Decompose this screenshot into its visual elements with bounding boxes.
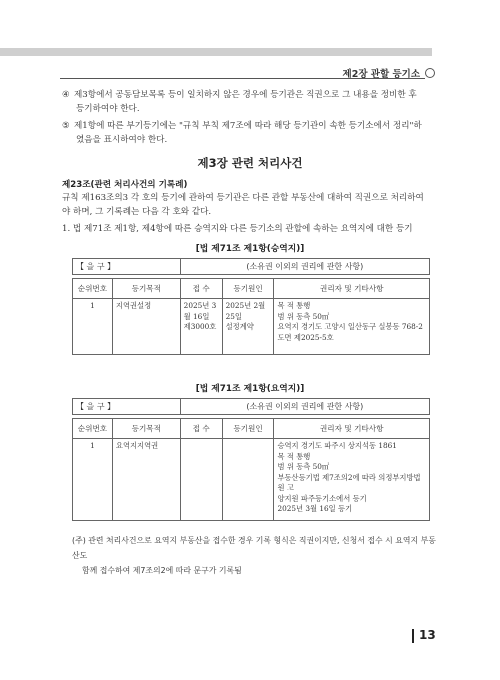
register-section-label: 【 을 구 】 [73,399,181,415]
article-heading: 제23조(관련 처리사건의 기록례) [62,180,188,190]
paragraph-text: 제1항에 따른 부기등기에는 "규칙 부칙 제7조에 따라 해당 등기관이 속한 등기소에서 정리"하 [74,121,422,131]
header-cause: 등기원인 [222,279,274,299]
cell-line: 2025년 3월 16일 등기 [277,504,353,513]
section-title: 제3장 관련 처리사건 [197,156,303,170]
register-section-row [73,259,430,275]
register-header-row [73,279,430,299]
paragraph-text: 등기하여야 한다. [76,104,140,114]
paragraph-text: 였음을 표시하여야 한다. [76,135,168,145]
cell-cause [222,439,274,521]
cell-line: 부동산등기법 제7조의2에 따라 의정부지방법원 고 [277,472,421,492]
header-rule [60,78,425,79]
cell-line: 목 적 통행 [277,301,311,310]
note-line: 함께 접수하여 제7조의2에 따라 문구가 기록됨 [82,566,242,575]
register-header-row [73,419,430,439]
cell-line: 도면 제2025-5호 [277,332,334,342]
header-band [0,48,432,56]
article-item-1: 1. 법 제71조 제1항, 제4항에 따른 승역지와 다른 등기소의 관할에 속하는 요역지에 대한 등기 [62,224,413,234]
register-section-desc: (소유권 이외의 권리에 관한 사항) [180,399,429,415]
header-details: 권리자 및 기타사항 [274,279,430,299]
note-line: (주) 관련 처리사건으로 요역지 부동산을 접수한 경우 기록 형식은 직권이지만, 신청서 접수 시 요역지 부동산도 [72,536,436,560]
form-caption: [법 제71조 제1항(승역지)] [195,244,305,254]
register-table-dominant [72,398,430,521]
cell-line: 승역지 경기도 파주시 상지석동 1861 [277,441,397,450]
header-purpose: 등기목적 [112,279,180,299]
paragraph-5 [62,119,437,147]
header-receipt: 접 수 [180,279,222,299]
header-purpose: 등기목적 [112,419,180,439]
header-rank: 순위번호 [73,419,113,439]
header-cause: 등기원인 [222,419,274,439]
cell-line: 양지원 파주등기소에서 등기 [277,493,367,503]
cell-purpose: 지역권설정 [112,299,180,355]
cell-rank: 1 [73,299,113,355]
note [72,533,437,578]
paragraph-number: ④ [62,90,70,100]
table-row [73,299,430,355]
paragraph-4 [62,88,437,116]
article-text-line1: 규칙 제163조의3 각 호의 등기에 관하여 등기관은 다른 관할 부동산에 대하여 직권으로 처리하여 [62,193,424,203]
header-details: 권리자 및 기타사항 [274,419,430,439]
cell-cause [222,299,274,355]
chapter-dot-icon [425,68,435,78]
cell-details [274,299,430,355]
header-rank: 순위번호 [73,279,113,299]
cell-line: 설정계약 [225,322,254,331]
cell-line: 요역지 경기도 고양시 일산동구 실봉동 768-2 [277,322,423,331]
page-number: 13 [419,628,436,642]
register-section-desc: (소유권 이외의 권리에 관한 사항) [180,259,429,275]
header-receipt: 접 수 [180,419,222,439]
cell-line: 2025년 2월 25일 [225,301,266,321]
cell-line: 2025년 3월 16일 [183,301,217,321]
cell-receipt [180,299,222,355]
register-section-label: 【 을 구 】 [73,259,181,275]
table-row [73,439,430,521]
chapter-label: 제2장 관할 등기소 [342,69,420,80]
paragraph-number: ⑤ [62,121,70,131]
paragraph-text: 제3항에서 공동담보목록 등이 일치하지 않은 경우에 등기관은 직권으로 그 내용을 정비한 후 [74,90,417,100]
register-table-servient [72,258,430,355]
cell-line: 제3000호 [183,322,217,331]
register-section-row [73,399,430,415]
cell-line: 목 적 통행 [277,451,311,461]
article-text-line2: 야 하며, 그 기록례는 다음 각 호와 같다. [62,207,212,217]
cell-receipt [180,439,222,521]
cell-rank: 1 [73,439,113,521]
cell-purpose: 요역지지역권 [112,439,180,521]
cell-line: 범 위 동측 50㎡ [277,311,330,321]
cell-line: 범 위 동측 50㎡ [277,462,330,471]
form-caption: [법 제71조 제1항(요역지)] [195,384,305,394]
cell-details [274,439,430,521]
page-number-bar [412,629,414,643]
